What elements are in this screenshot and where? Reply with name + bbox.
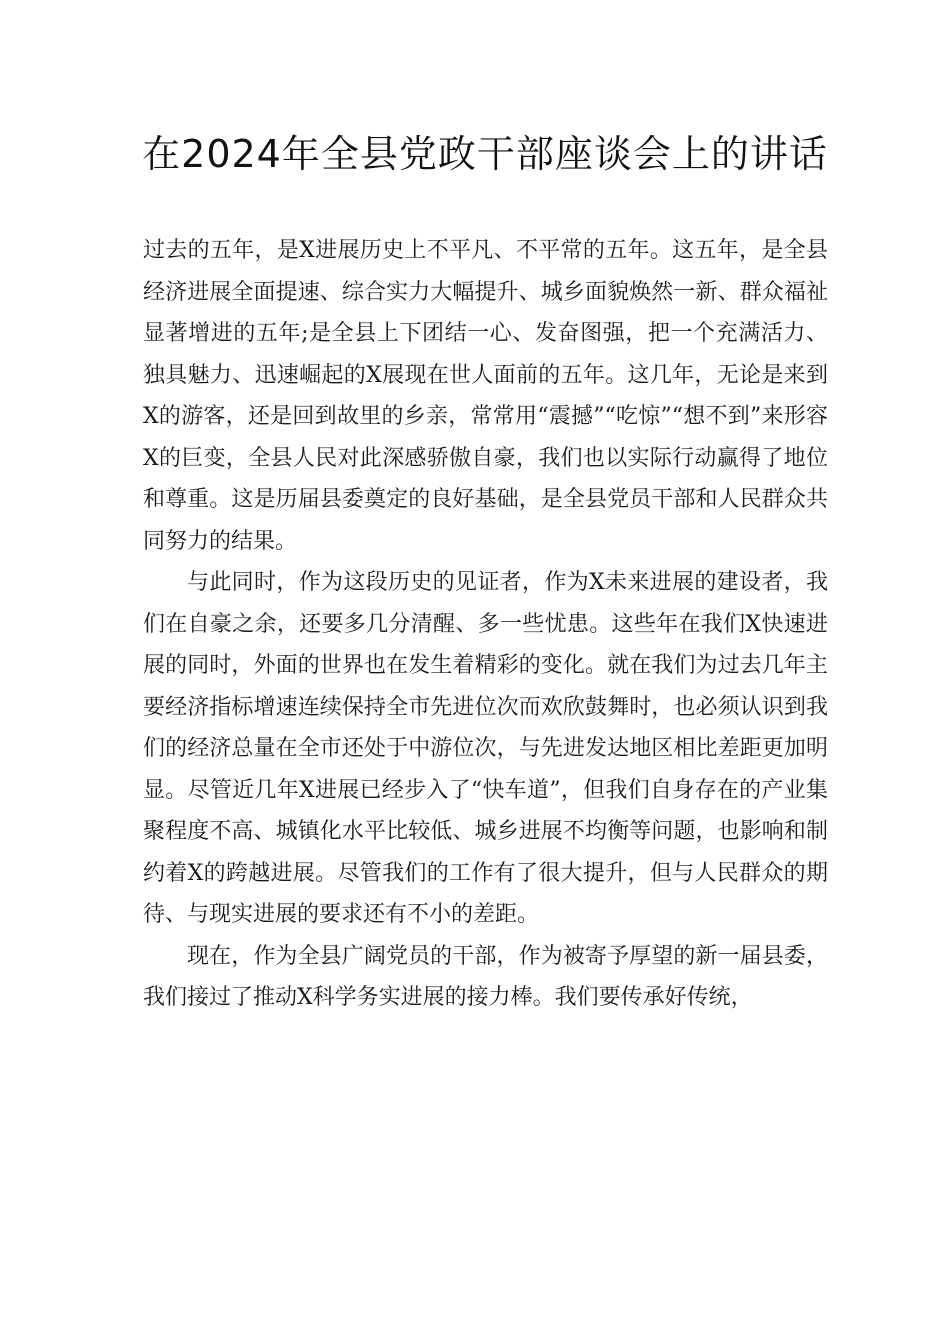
document-body — [143, 230, 828, 1019]
document-title: 在2024年全县党政干部座谈会上的讲话 — [142, 132, 828, 176]
paragraph-3: 现在，作为全县广阔党员的干部，作为被寄予厚望的新一届县委，我们接过了推动X科学务实进展的接力棒。我们要传承好传统， — [143, 943, 828, 1010]
paragraph-2: 与此同时，作为这段历史的见证者，作为X未来进展的建设者，我们在自豪之余，还要多几分清醒、多一些忧患。这些年在我们X快速进展的同时，外面的世界也在发生着精彩的变化。就在我们为过去几年主要经济指标增速连续保持全市先进位次而欢欣鼓舞时，也必须认识到我们的经济总量在全市还处于中游位次，与先进发达地区相比差距更加明显。尽管近几年X进展已经步入了“快车道”，但我们自身存在的产业集聚程度不高、城镇化水平比较低、城乡进展不均衡等问题，也影响和制约着X的跨越进展。尽管我们的工作有了很大提升，但与人民群众的期待、与现实进展的要求还有不小的差距。 — [143, 570, 828, 927]
paragraph-1: 过去的五年，是X进展历史上不平凡、不平常的五年。这五年，是全县经济进展全面提速、综合实力大幅提升、城乡面貌焕然一新、群众福祉显著增进的五年;是全县上下团结一心、发奋图强，把一个充满活力、独具魅力、迅速崛起的X展现在世人面前的五年。这几年，无论是来到X的游客，还是回到故里的乡亲，常常用“震撼”“吃惊”“想不到”来形容X的巨变，全县人民对此深感骄傲自豪，我们也以实际行动赢得了地位和尊重。这是历届县委奠定的良好基础，是全县党员干部和人民群众共同努力的结果。 — [143, 238, 828, 554]
